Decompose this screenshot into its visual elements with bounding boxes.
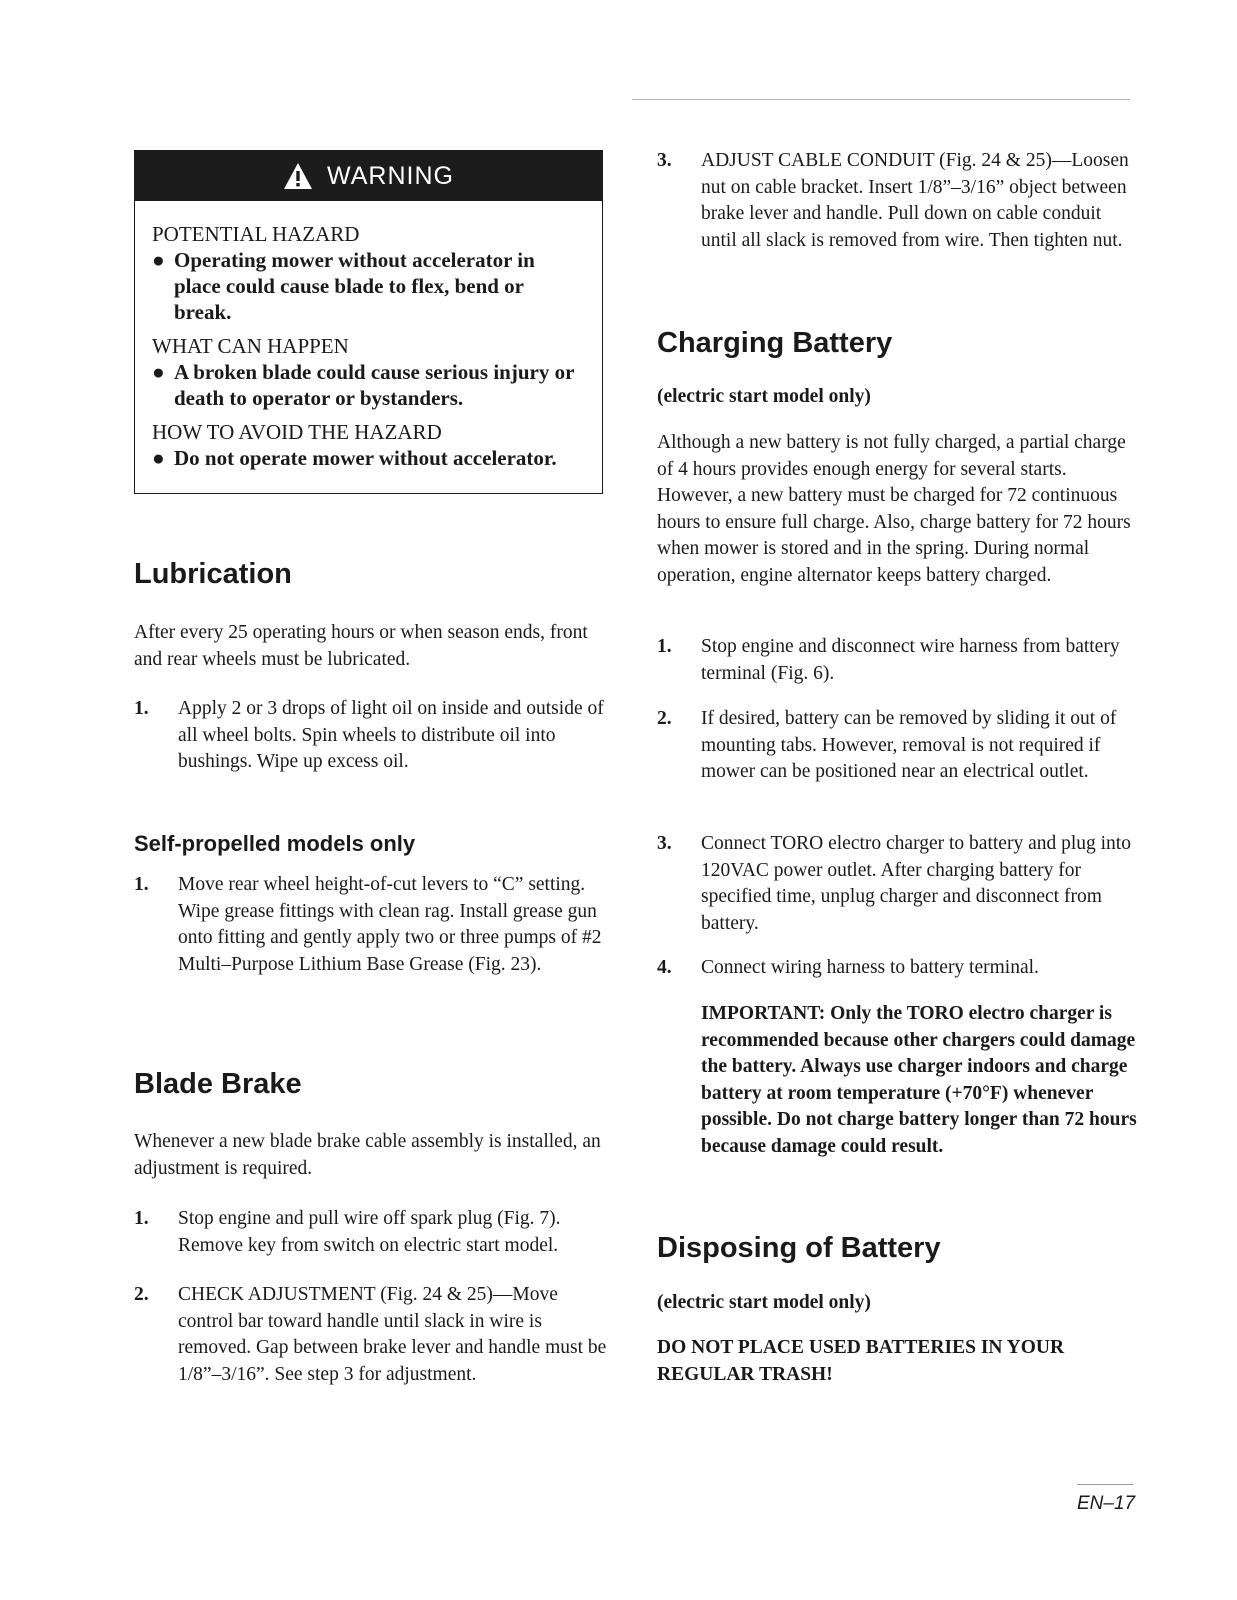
list-item: 2. If desired, battery can be removed by sliding it out of mounting tabs. However, removal is not required if mower can be positioned near an electrical outlet. <box>657 708 1117 782</box>
warning-body <box>135 201 602 471</box>
list-item: 4. Connect wiring harness to battery terminal. <box>657 957 1039 978</box>
list-item: 1. Stop engine and disconnect wire harness from battery terminal (Fig. 6). <box>657 636 1120 684</box>
page-number-rule <box>1077 1484 1133 1485</box>
important-note: IMPORTANT: Only the TORO electro charger is recommended because other chargers could damage the battery. Always use charger indoors and charge battery at room temperature (+70°F) whenever possible. Do not charge battery longer than 72 hours because damage could result. <box>701 1003 1137 1157</box>
list-item: 1. Move rear wheel height-of-cut levers to “C” setting. Wipe grease fittings with clean rag. Install grease gun onto fitting and gently apply two or three pumps of #2 Multi–Purpose Lithium Base Grease (Fig. 23). <box>134 874 602 975</box>
lubrication-heading: Lubrication <box>134 558 292 590</box>
charging-battery-heading: Charging Battery <box>657 327 893 359</box>
list-item: 3. Connect TORO electro charger to battery and plug into 120VAC power outlet. After charging battery for specified time, unplug charger and disconnect from battery. <box>657 833 1131 934</box>
blade-brake-heading: Blade Brake <box>134 1068 302 1100</box>
disposing-battery-heading: Disposing of Battery <box>657 1232 941 1264</box>
list-item: 2. CHECK ADJUSTMENT (Fig. 24 & 25)—Move control bar toward handle until slack in wire is removed. Gap between brake lever and handle must be 1/8”–3/16”. See step 3 for adjustment. <box>134 1284 607 1385</box>
warning-item: ● Do not operate mower without accelerator. <box>152 446 557 470</box>
bullet-icon: ● <box>152 446 165 470</box>
bullet-icon: ● <box>152 248 165 272</box>
list-item: 1. Stop engine and pull wire off spark plug (Fig. 7). Remove key from switch on electric start model. <box>134 1208 561 1256</box>
disposal-notice: DO NOT PLACE USED BATTERIES IN YOUR REGULAR TRASH! <box>657 1337 1065 1385</box>
disposing-subheading: (electric start model only) <box>657 1292 871 1313</box>
warning-heading: HOW TO AVOID THE HAZARD <box>152 420 442 444</box>
warning-heading: POTENTIAL HAZARD <box>152 222 360 246</box>
list-item: 1. Apply 2 or 3 drops of light oil on inside and outside of all wheel bolts. Spin wheels to distribute oil into bushings. Wipe up excess oil. <box>134 698 604 772</box>
charging-intro: Although a new battery is not fully charged, a partial charge of 4 hours provides enough energy for several starts. However, a new battery must be charged for 72 continuous hours to ensure full charge. Also, charge battery for 72 hours when mower is stored and in the spring. During normal operation, engine alternator keeps battery charged. <box>657 432 1131 586</box>
top-rule <box>632 99 1130 100</box>
bullet-icon: ● <box>152 360 165 384</box>
warning-header <box>135 151 602 201</box>
warning-title: WARNING <box>327 161 454 190</box>
warning-triangle-icon <box>283 162 313 190</box>
warning-heading: WHAT CAN HAPPEN <box>152 334 349 358</box>
list-item: 3. ADJUST CABLE CONDUIT (Fig. 24 & 25)—Loosen nut on cable bracket. Insert 1/8”–3/16” object between brake lever and handle. Pull down on cable conduit until all slack is removed from wire. Then tighten nut. <box>657 150 1129 251</box>
lubrication-intro: After every 25 operating hours or when season ends, front and rear wheels must be lubricated. <box>134 622 588 670</box>
page-number: EN–17 <box>1077 1493 1136 1514</box>
warning-box <box>134 150 603 494</box>
warning-item: ● Operating mower without accelerator in place could cause blade to flex, bend or break. <box>152 248 535 324</box>
blade-brake-intro: Whenever a new blade brake cable assembly is installed, an adjustment is required. <box>134 1131 601 1179</box>
warning-item: ● A broken blade could cause serious injury or death to operator or bystanders. <box>152 360 575 410</box>
self-propelled-heading: Self-propelled models only <box>134 831 416 856</box>
charging-subheading: (electric start model only) <box>657 386 871 407</box>
